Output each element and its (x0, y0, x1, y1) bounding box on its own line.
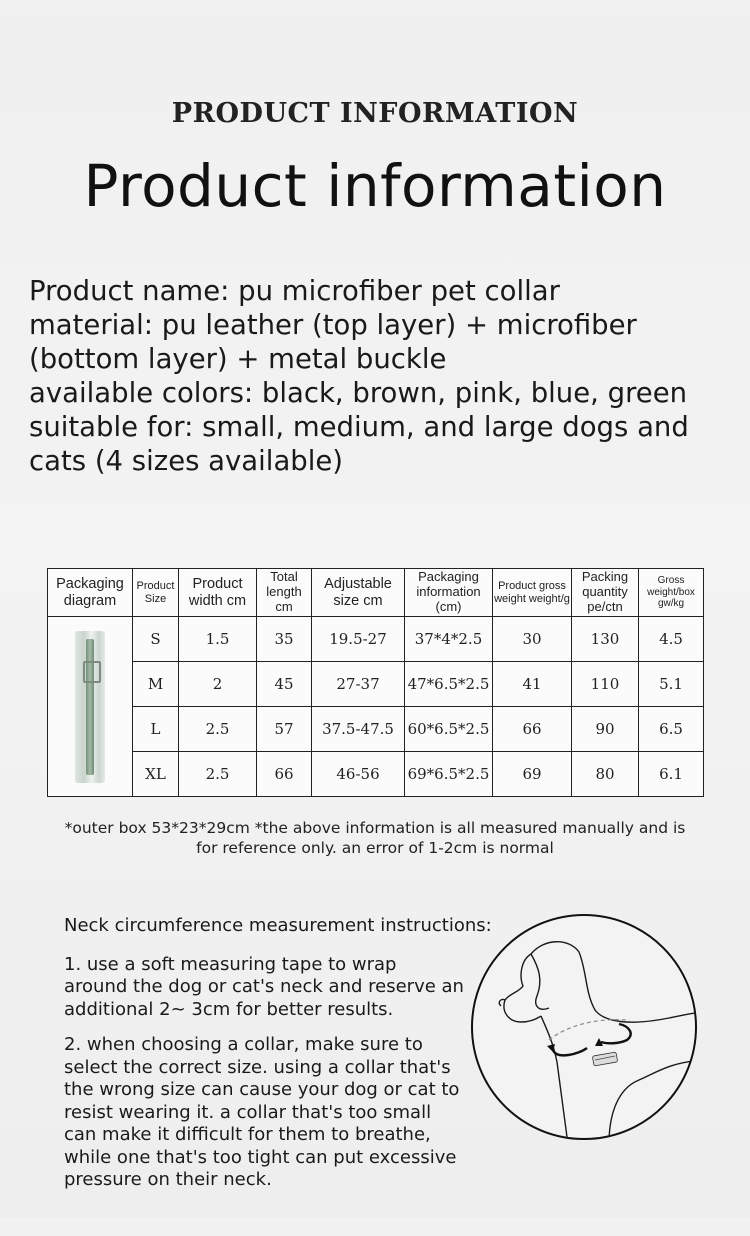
table-cell: 57 (257, 707, 312, 752)
table-cell: 37.5-47.5 (312, 707, 405, 752)
column-header: Total length cm (257, 569, 312, 617)
column-header: Packing quantity pe/ctn (572, 569, 639, 617)
size-table (47, 568, 704, 797)
table-cell: 66 (493, 707, 572, 752)
table-cell: 30 (493, 617, 572, 662)
table-cell: 2.5 (179, 707, 257, 752)
table-cell: 2.5 (179, 752, 257, 797)
table-cell: 80 (572, 752, 639, 797)
table-cell: 19.5-27 (312, 617, 405, 662)
table-row (48, 752, 704, 797)
table-row (48, 707, 704, 752)
column-header: Adjustable size cm (312, 569, 405, 617)
column-header: Product width cm (179, 569, 257, 617)
table-cell: S (133, 617, 179, 662)
spec-line: material: pu leather (top layer) + microfiber (29, 309, 637, 341)
spec-line: cats (4 sizes available) (29, 445, 344, 477)
spec-line: Product name: pu microfiber pet collar (29, 275, 560, 307)
column-header: Packaging information (cm) (405, 569, 493, 617)
page-title: Product information (83, 152, 667, 220)
table-cell: 66 (257, 752, 312, 797)
table-cell: 27-37 (312, 662, 405, 707)
table-cell: 45 (257, 662, 312, 707)
table-cell: 69 (493, 752, 572, 797)
table-header-row (48, 569, 704, 617)
table-cell: 2 (179, 662, 257, 707)
note-line: for reference only. an error of 1-2cm is normal (196, 838, 554, 857)
table-cell: L (133, 707, 179, 752)
table-cell: 130 (572, 617, 639, 662)
table-cell: 110 (572, 662, 639, 707)
table-cell: 37*4*2.5 (405, 617, 493, 662)
table-row (48, 662, 704, 707)
table-cell: 41 (493, 662, 572, 707)
table-cell: 6.5 (639, 707, 704, 752)
table-cell: 5.1 (639, 662, 704, 707)
table-cell: M (133, 662, 179, 707)
product-spec-list (29, 274, 739, 478)
instruction-step: 2. when choosing a collar, make sure to select the correct size. using a collar that's the wrong size can cause your dog or cat to resist wearing it. a collar that's too small can make it difficult for them to breathe, while one that's too tight can put excessive pressure on their neck. (64, 1034, 460, 1190)
table-cell: 1.5 (179, 617, 257, 662)
column-header: Gross weight/box gw/kg (639, 569, 704, 617)
measurement-note (30, 819, 720, 858)
spec-line: suitable for: small, medium, and large dogs and (29, 411, 689, 443)
spec-line: (bottom layer) + metal buckle (29, 343, 447, 375)
column-header: Packaging diagram (48, 569, 133, 617)
table-cell: 47*6.5*2.5 (405, 662, 493, 707)
table-row (48, 617, 704, 662)
section-eyebrow: PRODUCT INFORMATION (171, 98, 579, 129)
collar-package-image (75, 631, 105, 783)
measurement-instructions (64, 915, 492, 1205)
table-cell: 4.5 (639, 617, 704, 662)
table-cell: 35 (257, 617, 312, 662)
column-header: Product gross weight weight/g (493, 569, 572, 617)
spec-line: available colors: black, brown, pink, blue, green (29, 377, 688, 409)
table-cell: 60*6.5*2.5 (405, 707, 493, 752)
table-cell: 46-56 (312, 752, 405, 797)
instructions-heading: Neck circumference measurement instructions: (64, 915, 492, 936)
column-header: Product Size (133, 569, 179, 617)
packaging-diagram-cell (48, 617, 133, 797)
table-cell: 69*6.5*2.5 (405, 752, 493, 797)
table-cell: 90 (572, 707, 639, 752)
table-cell: XL (133, 752, 179, 797)
table-cell: 6.1 (639, 752, 704, 797)
product-info-page (0, 10, 750, 1218)
dog-neck-measurement-icon (469, 912, 699, 1142)
note-line: *outer box 53*23*29cm *the above information is all measured manually and is (64, 819, 686, 837)
instruction-step: 1. use a soft measuring tape to wrap around the dog or cat's neck and reserve an additional 2~ 3cm for better results. (64, 953, 464, 1020)
